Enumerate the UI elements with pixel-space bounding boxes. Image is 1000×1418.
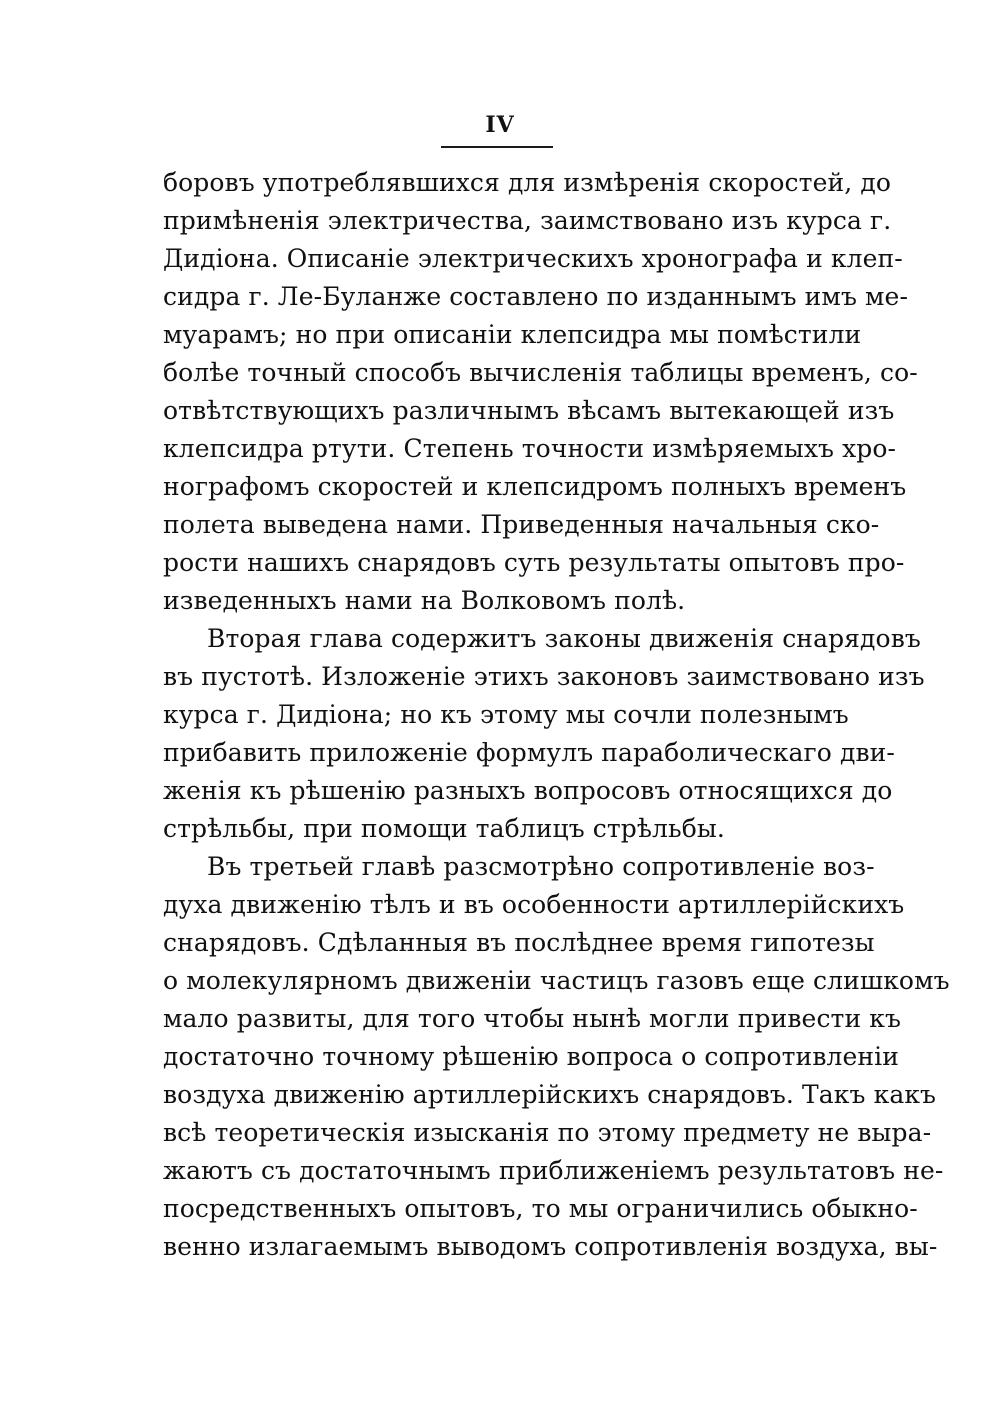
text-line: боровъ употреблявшихся для измѣренія скоростей, до — [163, 168, 891, 197]
text-line: посредственныхъ опытовъ, то мы ограничились обыкно- — [163, 1194, 918, 1223]
text-line: болѣе точный способъ вычисленія таблицы временъ, со- — [163, 358, 918, 387]
text-line: воздуха движенію артиллерійскихъ снарядовъ. Такъ какъ — [163, 1080, 937, 1109]
text-line: стрѣльбы, при помощи таблицъ стрѣльбы. — [163, 814, 725, 843]
text-line: прибавить приложеніе формулъ параболическаго дви- — [163, 738, 895, 767]
text-line: клепсидра ртути. Степень точности измѣряемыхъ хро- — [163, 434, 897, 463]
page-number: IV — [485, 112, 515, 138]
text-line: Въ третьей главѣ разсмотрѣно сопротивленіе воз- — [207, 852, 875, 881]
text-line: нографомъ скоростей и клепсидромъ полныхъ временъ — [163, 472, 907, 501]
text-line: достаточно точному рѣшенію вопроса о сопротивленіи — [163, 1042, 899, 1071]
text-line: примѣненія электричества, заимствовано изъ курса г. — [163, 206, 892, 235]
text-line: отвѣтствующихъ различнымъ вѣсамъ вытекающей изъ — [163, 396, 895, 425]
text-line: Вторая глава содержитъ законы движенія снарядовъ — [207, 624, 921, 653]
text-line: сидра г. Ле-Буланже составлено по изданнымъ имъ ме- — [163, 282, 909, 311]
text-line: въ пустотѣ. Изложеніе этихъ законовъ заимствовано изъ — [163, 662, 925, 691]
text-line: венно излагаемымъ выводомъ сопротивленія воздуха, вы- — [163, 1232, 938, 1261]
text-line: снарядовъ. Сдѣланныя въ послѣднее время гипотезы — [163, 928, 875, 957]
text-line: полета выведена нами. Приведенныя начальныя ско- — [163, 510, 880, 539]
text-line: изведенныхъ нами на Волковомъ полѣ. — [163, 586, 686, 615]
text-line: о молекулярномъ движеніи частицъ газовъ еще слишкомъ — [163, 966, 950, 995]
text-line: всѣ теоретическія изысканія по этому предмету не выра- — [163, 1118, 932, 1147]
text-line: женія къ рѣшенію разныхъ вопросовъ относящихся до — [163, 776, 893, 805]
paragraph — [163, 164, 918, 620]
text-line: рости нашихъ снарядовъ суть результаты опытовъ про- — [163, 548, 905, 577]
text-line: Дидіона. Описаніе электрическихъ хронографа и клеп- — [163, 244, 903, 273]
text-line: духа движенію тѣлъ и въ особенности артиллерійскихъ — [163, 890, 905, 919]
text-line: муарамъ; но при описаніи клепсидра мы помѣстили — [163, 320, 862, 349]
paragraph — [163, 620, 925, 848]
header-rule — [441, 146, 553, 148]
body-text — [163, 164, 950, 1266]
text-line: жаютъ съ достаточнымъ приближеніемъ результатовъ не- — [163, 1156, 944, 1185]
text-line: курса г. Дидіона; но къ этому мы сочли полезнымъ — [163, 700, 849, 729]
text-line: мало развиты, для того чтобы нынѣ могли привести къ — [163, 1004, 902, 1033]
paragraph — [163, 848, 950, 1266]
